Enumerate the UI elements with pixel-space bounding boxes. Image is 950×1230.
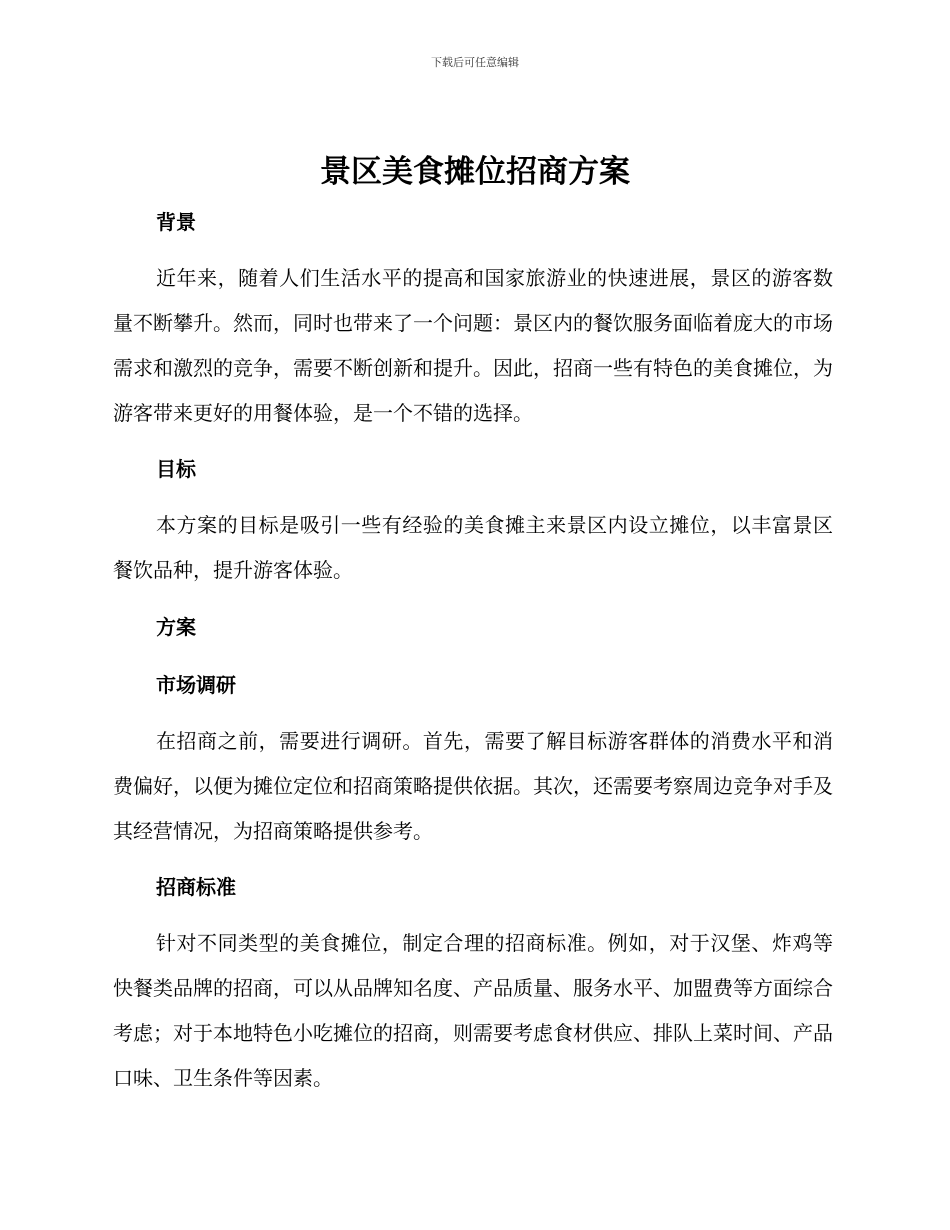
- heading-market-research: 市场调研: [156, 673, 236, 697]
- paragraph-market-research: 在招商之前，需要进行调研。首先，需要了解目标游客群体的消费水平和消费偏好，以便为摊位定位和招商策略提供依据。其次，还需要考察周边竞争对手及其经营情况，为招商策略提供参考。: [113, 729, 833, 843]
- heading-goal: 目标: [156, 457, 196, 481]
- page-header-note: 下载后可任意编辑: [431, 56, 519, 69]
- heading-plan: 方案: [156, 615, 196, 639]
- paragraph-criteria: 针对不同类型的美食摊位，制定合理的招商标准。例如，对于汉堡、炸鸡等快餐类品牌的招商，可以从品牌知名度、产品质量、服务水平、加盟费等方面综合考虑；对于本地特色小吃摊位的招商，则需要考虑食材供应、排队上菜时间、产品口味、卫生条件等因素。: [113, 931, 833, 1090]
- paragraph-goal: 本方案的目标是吸引一些有经验的美食摊主来景区内设立摊位，以丰富景区餐饮品种，提升游客体验。: [113, 513, 833, 582]
- paragraph-background: 近年来，随着人们生活水平的提高和国家旅游业的快速进展，景区的游客数量不断攀升。然而，同时也带来了一个问题：景区内的餐饮服务面临着庞大的市场需求和激烈的竞争，需要不断创新和提升。因此，招商一些有特色的美食摊位，为游客带来更好的用餐体验，是一个不错的选择。: [113, 266, 833, 425]
- heading-criteria: 招商标准: [156, 875, 236, 899]
- heading-background: 背景: [156, 210, 196, 234]
- document-body: [113, 200, 833, 1101]
- document-title: 景区美食摊位招商方案: [320, 154, 630, 190]
